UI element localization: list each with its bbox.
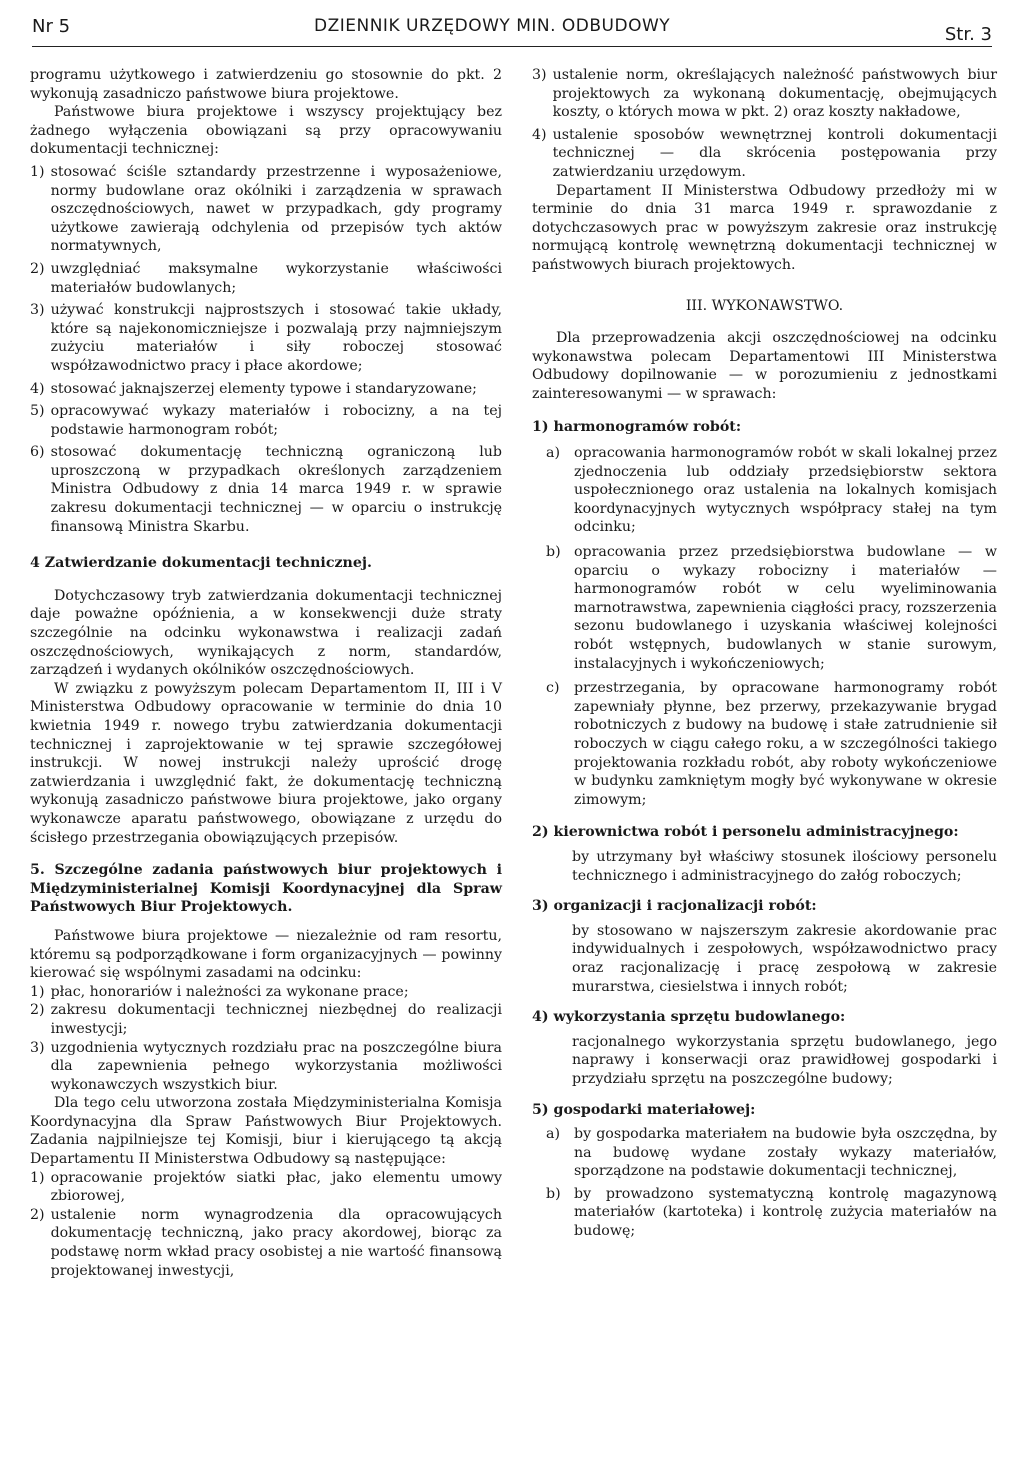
- list-item: 3) uzgodnienia wytycznych rozdziału prac na poszczególne biura dla zapewnienia pełnego wykorzystania możliwości wykonawczych wszystkich biur.: [30, 1039, 502, 1093]
- subsection-heading: 5) gospodarki materiałowej:: [532, 1101, 756, 1118]
- issue-number: Nr 5: [32, 16, 71, 37]
- paragraph: Państwowe biura projektowe i wszyscy projektujący bez żadnego wyłączenia obowiązani są przy opracowywaniu dokumentacji technicznej:: [30, 104, 502, 158]
- section-heading: III. WYKONAWSTWO.: [685, 297, 844, 314]
- list-item: a) opracowania harmonogramów robót w skali lokalnej przez zjednoczenia lub oddziały przedsiębiorstw sektora uspołecznionego oraz ustalenia na lokalnych komisjach koordynacyjnych wytycznych współpracy stałej na tym odcinku;: [546, 445, 997, 536]
- paragraph: programu użytkowego i zatwierdzeniu go stosownie do pkt. 2 wykonują zasadniczo państwowe biura projektowe.: [30, 67, 502, 102]
- paragraph: by stosowano w najszerszym zakresie akordowanie prac indywidualnych i zespołowych, współzawodnictwo pracy oraz racjonalizację i pracę zespołową w zakresie murarstwa, ciesielstwa i innych robót;: [572, 922, 997, 995]
- paragraph: Dla tego celu utworzona została Międzyministerialna Komisja Koordynacyjna dla Spraw Państwowych Biur Projektowych. Zadania najpilniejsze tej Komisji, biur i kierującego tą akcją Departamentu II Ministerstwa Odbudowy są następujące:: [30, 1095, 502, 1168]
- paragraph: Departament II Ministerstwa Odbudowy przedłoży mi w terminie do dnia 31 marca 1949 r. sprawozdanie z dotychczasowych prac w powyższym zakresie oraz instrukcję normującą kontrolę wewnętrzną dokumentacji technicznej w państwowych biurach projektowych.: [532, 182, 997, 273]
- list-item: 1) stosować ściśle sztandardy przestrzenne i wyposażeniowe, normy budowlane oraz okólniki i zarządzenia w sprawach oszczędnościowych, nawet w przypadkach, gdy programy użytkowe zawierają odchylenia od przepisów tych aktów normatywnych,: [30, 163, 502, 255]
- section-heading: 4 Zatwierdzanie dokumentacji technicznej.: [30, 555, 372, 572]
- paragraph: racjonalnego wykorzystania sprzętu budowlanego, jego naprawy i konserwacji oraz prawidłowej gospodarki i przydziału sprzętu na poszczególne budowy;: [572, 1033, 997, 1087]
- list-item: 4) stosować jaknajszerzej elementy typowe i standaryzowane;: [30, 380, 477, 397]
- journal-title: DZIENNIK URZĘDOWY MIN. ODBUDOWY: [314, 16, 671, 36]
- list-item: a) by gospodarka materiałem na budowie była oszczędna, by na budowę wydane zostały wykazy materiałów, sporządzone na podstawie dokumentacji technicznej,: [546, 1126, 997, 1180]
- paragraph: Państwowe biura projektowe — niezależnie od ram resortu, któremu są podporządkowane i form organizacyjnych — powinny kierować się wspólnymi zasadami na odcinku:: [30, 927, 502, 982]
- subsection-heading: 1) harmonogramów robót:: [532, 418, 742, 435]
- list-item: 2) ustalenie norm wynagrodzenia dla opracowujących dokumentację techniczną, jako pracy akordowej, biorąc za podstawę norm wkład pracy osobistej a nie wartość finansową projektowanej inwestycji,: [30, 1206, 502, 1279]
- list-item: 5) opracowywać wykazy materiałów i robocizny, a na tej podstawie harmonogram robót;: [30, 403, 502, 438]
- list-item: b) opracowania przez przedsiębiorstwa budowlane — w oparciu o wykazy robocizny i materiałów — harmonogramów robót w celu wyeliminowania marnotrawstwa, zapewnienia ciągłości pracy, rozszerzenia sezonu budowlanego i uzyskania właściwej kolejności robót wstępnych, budowlanych w stanie surowym, instalacyjnych i wykończeniowych;: [546, 544, 997, 672]
- page-header: [32, 14, 992, 45]
- list-item: 1) opracowanie projektów siatki płac, jako elementu umowy zbiorowej,: [30, 1169, 502, 1205]
- paragraph: W związku z powyższym polecam Departamentom II, III i V Ministerstwa Odbudowy opracowanie w terminie do dnia 10 kwietnia 1949 r. nowego trybu zatwierdzania dokumentacji technicznej i zaprojektowanie w tej sprawie szczegółowej instrukcji. W nowej instrukcji należy uprościć drogę zatwierdzania i uwzględnić fakt, że dokumentację techniczną wykonują zasadniczo państwowe biura projektowe, jako organy wykonawcze aparatu państwowego, obowiązane z urzędu do ścisłego przestrzegania obowiązujących przepisów.: [30, 680, 502, 846]
- list-item: 4) ustalenie sposobów wewnętrznej kontroli dokumentacji technicznej — dla skrócenia postępowania przy zatwierdzaniu urzędowym.: [532, 126, 997, 180]
- list-item: 2) uwzględniać maksymalne wykorzystanie właściwości materiałów budowlanych;: [30, 260, 502, 296]
- list-item: 3) używać konstrukcji najprostszych i stosować takie układy, które są najekonomiczniejsze i pozwalają przy najmniejszym zużyciu materiałów i siły roboczej stosować współzawodnictwo pracy i płace akordowe;: [30, 302, 502, 374]
- subsection-heading: 3) organizacji i racjonalizacji robót:: [532, 898, 817, 915]
- list-item: c) przestrzegania, by opracowane harmonogramy robót zapewniały płynne, bez przerwy, przekazywanie brygad robotniczych z budowy na budowę i stałe zatrudnienie sił roboczych w ciągu całego roku, a w szczególności takiego projektowania rozkładu robót, aby roboty wykończeniowe w budynku zamkniętym mogły być wykonywane w okresie zimowym;: [546, 680, 997, 808]
- subsection-heading: 4) wykorzystania sprzętu budowlanego:: [532, 1009, 846, 1026]
- section-heading: 5. Szczególne zadania państwowych biur projektowych i Międzyministerialnej Komisji Koordynacyjnej dla Spraw Państwowych Biur Projektowych.: [30, 862, 502, 916]
- list-item: 6) stosować dokumentację techniczną ograniczoną lub uproszczoną w przypadkach określonych zarządzeniem Ministra Odbudowy z dnia 14 marca 1949 r. w sprawie zakresu dokumentacji technicznej — w oparciu o instrukcję finansową Ministra Skarbu.: [30, 444, 502, 535]
- list-item: 1) płac, honorariów i należności za wykonane prace;: [30, 983, 409, 1000]
- list-item: 2) zakresu dokumentacji technicznej niezbędnej do realizacji inwestycji;: [30, 1002, 502, 1037]
- subsection-heading: 2) kierownictwa robót i personelu administracyjnego:: [532, 824, 959, 841]
- left-column: [30, 66, 502, 1280]
- paragraph: Dotychczasowy tryb zatwierdzania dokumentacji technicznej daje poważne opóźnienia, a w konsekwencji duże straty szczególnie na odcinku wykonawstwa i realizacji zadań oszczędnościowych, wynikających z norm, standardów, zarządzeń i wydanych okólników oszczędnościowych.: [30, 587, 502, 679]
- page-number: Str. 3: [944, 24, 992, 45]
- paragraph: Dla przeprowadzenia akcji oszczędnościowej na odcinku wykonawstwa polecam Departamentowi III Ministerstwa Odbudowy dopilnowanie — w porozumieniu z jednostkami zainteresowanymi — w sprawach:: [532, 330, 997, 402]
- list-item: 3) ustalenie norm, określających należność państwowych biur projektowych za wykonaną dokumentację, obejmujących koszty, o których mowa w pkt. 2) oraz koszty nakładowe,: [532, 67, 997, 121]
- right-column: [532, 66, 997, 1241]
- paragraph: by utrzymany był właściwy stosunek ilościowy personelu technicznego i administracyjnego do załóg roboczych;: [572, 848, 997, 884]
- list-item: b) by prowadzono systematyczną kontrolę magazynową materiałów (kartoteka) i kontrolę zużycia materiałów na budowę;: [546, 1185, 997, 1240]
- header-rule: [32, 46, 992, 47]
